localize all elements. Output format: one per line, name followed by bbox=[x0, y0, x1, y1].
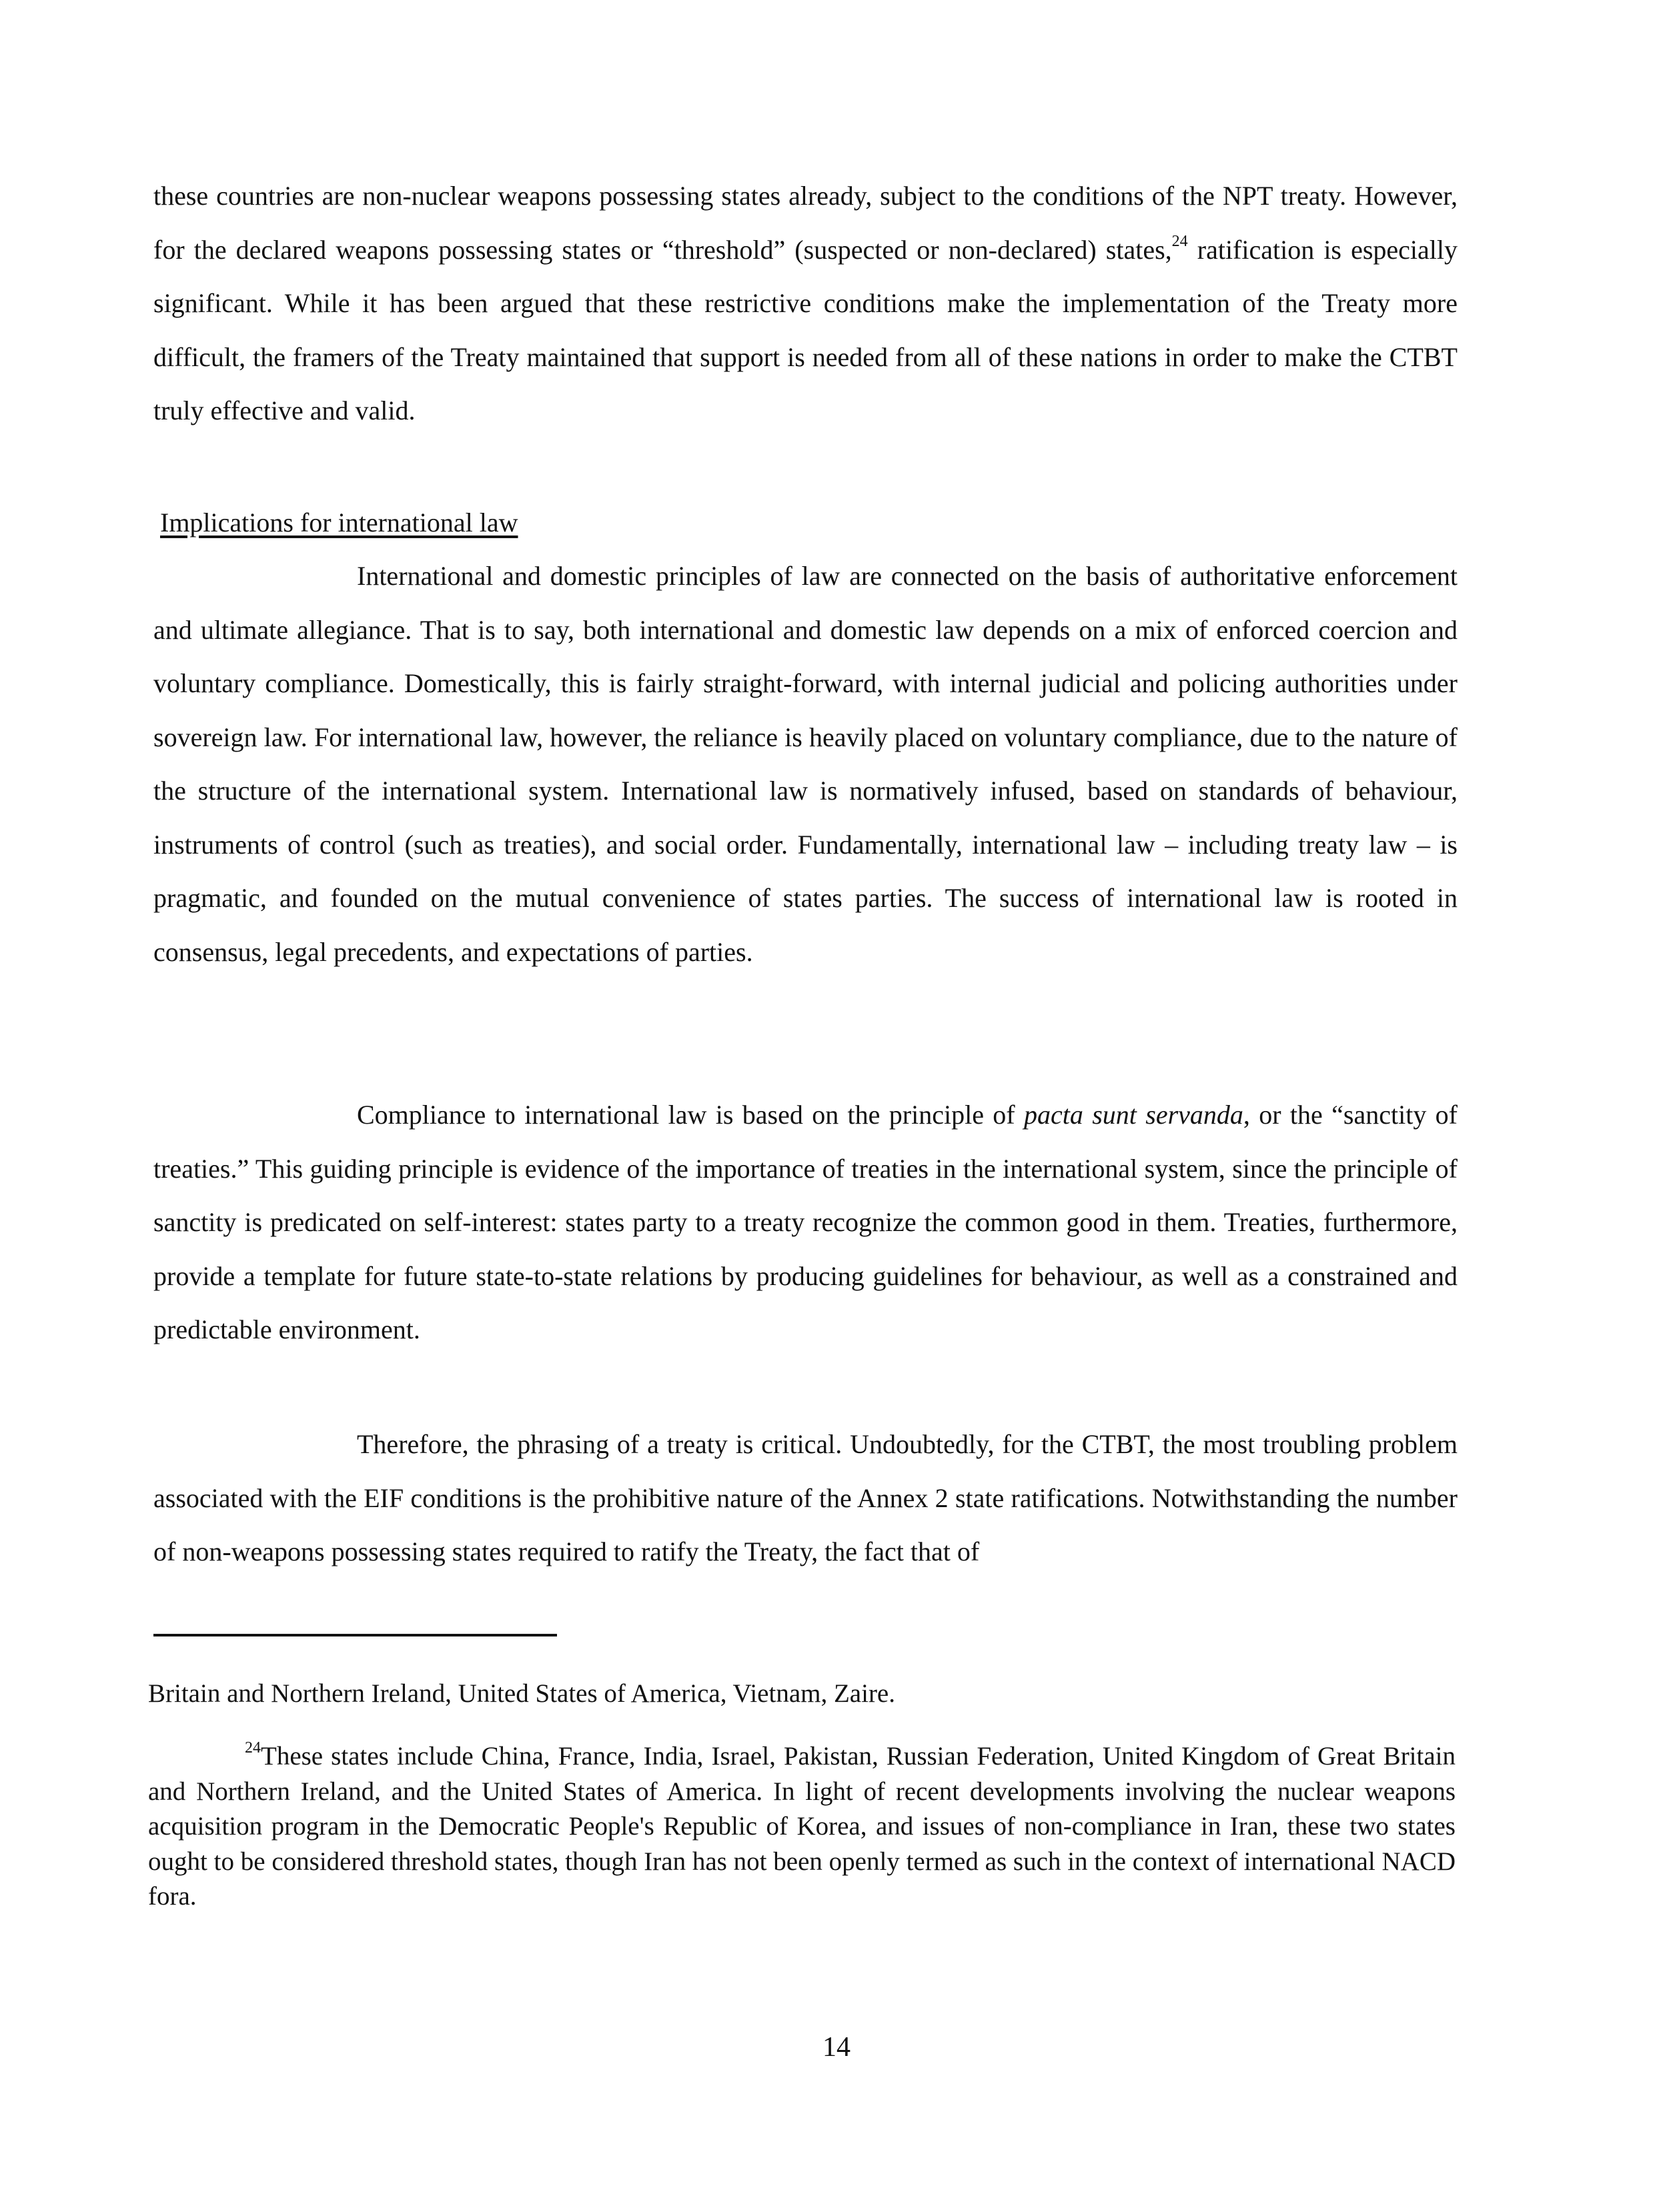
paragraph-1-text-a: these countries are non-nuclear weapons possessing states already, subject to the conditions of the NPT treaty. However, for the declared weapons possessing states or “threshold” (suspected or non-declared) states, bbox=[153, 181, 1458, 265]
footnote-24-text: These states include China, France, India, Israel, Pakistan, Russian Federation, United Kingdom of Great Britain and Northern Ireland, and the United States of America. In light of recent developments involving the nuclear weapons acquisition program in the Democratic People's Republic of Korea, and issues of non-compliance in Iran, these two states ought to be considered threshold states, though Iran has not been openly termed as such in the context of international NACD fora. bbox=[148, 1742, 1456, 1911]
latin-phrase: pacta sunt servanda bbox=[1023, 1100, 1243, 1130]
body-paragraph-3 bbox=[153, 1088, 1458, 1357]
paragraph-3-text-b: , or the “sanctity of treaties.” This guiding principle is evidence of the importance of treaties in the international system, since the principle of sanctity is predicated on self-interest: states party to a treaty recognize the common good in them. Treaties, furthermore, provide a template for future state-to-state relations by producing guidelines for behaviour, as well as a constrained and predictable environment. bbox=[153, 1100, 1458, 1344]
footnote-continuation: Britain and Northern Ireland, United States of America, Vietnam, Zaire. bbox=[148, 1679, 895, 1708]
body-paragraph-2: International and domestic principles of law are connected on the basis of authoritative enforcement and ultimate allegiance. That is to say, both international and domestic law depends on a mix of enforced coercion and voluntary compliance. Domestically, this is fairly straight-forward, with internal judicial and policing authorities under sovereign law. For international law, however, the reliance is heavily placed on voluntary compliance, due to the nature of the structure of the international system. International law is normatively infused, based on standards of behaviour, instruments of control (such as treaties), and social order. Fundamentally, international law – including treaty law – is pragmatic, and founded on the mutual convenience of states parties. The success of international law is rooted in consensus, legal precedents, and expectations of parties. bbox=[153, 561, 1458, 967]
footnote-separator bbox=[153, 1634, 557, 1636]
body-paragraph-1 bbox=[153, 169, 1458, 438]
paragraph-3-text-a: Compliance to international law is based on the principle of bbox=[357, 1100, 1024, 1130]
page-number: 14 bbox=[822, 2032, 851, 2063]
footnote-reference-24: 24 bbox=[1171, 233, 1188, 251]
footnote-marker: 24 bbox=[245, 1739, 261, 1757]
footnote-24 bbox=[148, 1739, 1456, 1915]
paragraph-1-text-b: ratification is especially significant. While it has been argued that these restrictive conditions make the implementation of the Treaty more difficult, the framers of the Treaty maintained that support is needed from all of these nations in order to make the CTBT truly effective and valid. bbox=[153, 234, 1458, 425]
body-paragraph-4: Therefore, the phrasing of a treaty is critical. Undoubtedly, for the CTBT, the most troubling problem associated with the EIF conditions is the prohibitive nature of the Annex 2 state ratifications. Notwithstanding the number of non-weapons possessing states required to ratify the Treaty, the fact that of bbox=[153, 1429, 1458, 1566]
section-heading: Implications for international law bbox=[160, 507, 518, 537]
